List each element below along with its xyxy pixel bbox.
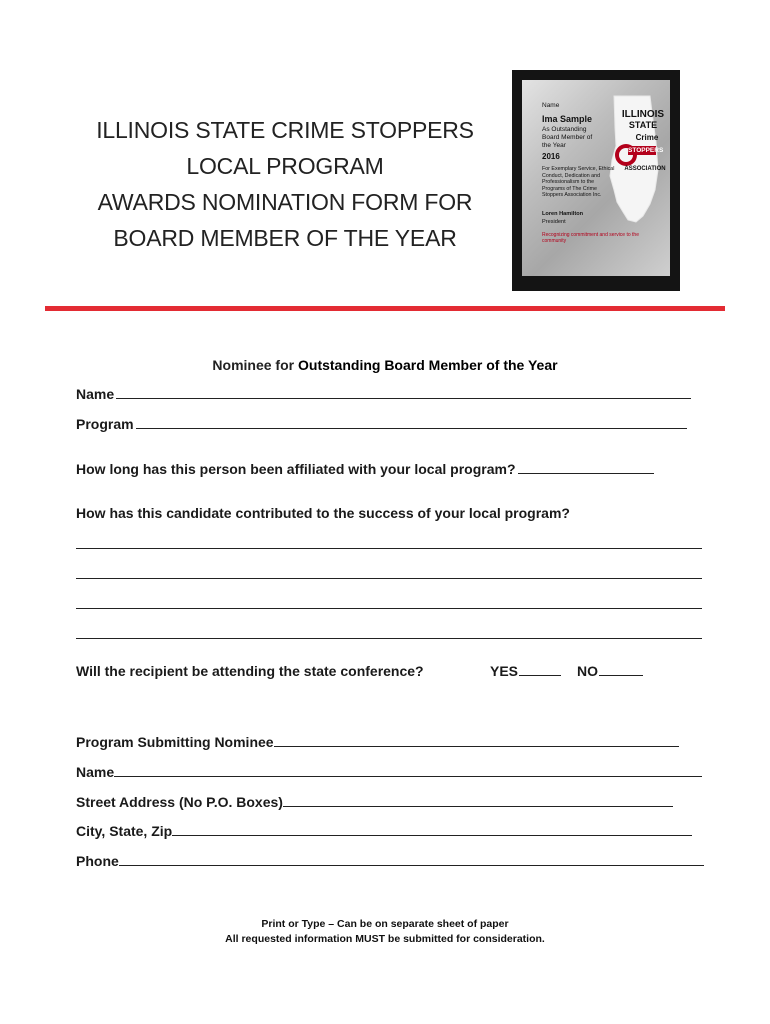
submitter-street-label: Street Address (No P.O. Boxes) [76, 794, 283, 810]
submitter-phone-label: Phone [76, 853, 119, 869]
contribution-line-4[interactable] [76, 638, 702, 639]
contribution-row [76, 505, 570, 521]
affiliation-row [76, 461, 654, 477]
nominee-program-field[interactable] [136, 416, 687, 429]
logo-state: STATE [628, 120, 658, 130]
submitter-name-field[interactable] [114, 764, 702, 777]
submitter-phone-field[interactable] [119, 853, 704, 866]
logo-stoppers: STOPPERS [628, 147, 664, 154]
nominee-name-label: Name [76, 386, 115, 402]
no-option [577, 663, 643, 679]
submitter-street-field[interactable] [283, 794, 673, 807]
plaque-description: For Exemplary Service, Ethical Conduct, Dedication and Professionalism to the Programs of The Crime Stoppers Association Inc. [542, 166, 615, 199]
submitter-city-row [76, 823, 692, 839]
submitter-name-label: Name [76, 764, 115, 780]
plaque-signer-title: President [542, 219, 566, 225]
nominee-heading-lead: Nominee for [212, 357, 298, 373]
no-field[interactable] [599, 663, 643, 676]
title-line-1: ILLINOIS STATE CRIME STOPPERS [96, 117, 474, 143]
logo-association: ASSOCIATION [624, 166, 666, 172]
plaque-face [522, 80, 670, 276]
submitter-city-label: City, State, Zip [76, 823, 173, 839]
title-line-3: AWARDS NOMINATION FORM FOR [97, 189, 473, 215]
logo-illinois: ILLINOIS [621, 109, 665, 120]
plaque-year: 2016 [542, 152, 560, 161]
plaque-top-text: Name [542, 102, 560, 109]
award-plaque-image [512, 70, 680, 291]
plaque-award: As Outstanding Board Member of the Year [542, 126, 593, 149]
footer-note-1: Print or Type – Can be on separate sheet of paper [261, 918, 509, 930]
nominee-heading [0, 357, 770, 373]
submitter-program-row [76, 734, 679, 750]
contribution-line-3[interactable] [76, 608, 702, 609]
affiliation-field[interactable] [518, 461, 654, 474]
nominee-program-label: Program [76, 416, 134, 432]
title-line-2: LOCAL PROGRAM [186, 153, 384, 179]
plaque-footer-text: Recognizing commitment and service to the community [542, 232, 639, 244]
contribution-question: How has this candidate contributed to the success of your local program? [76, 505, 570, 521]
contribution-line-1[interactable] [76, 548, 702, 549]
yes-label: YES [490, 663, 519, 679]
submitter-phone-row [76, 853, 704, 869]
submitter-city-field[interactable] [172, 823, 692, 836]
submitter-program-field[interactable] [274, 734, 679, 747]
affiliation-question: How long has this person been affiliated with your local program? [76, 461, 516, 477]
yes-option [490, 663, 561, 679]
nominee-name-row [76, 386, 691, 402]
red-divider [45, 306, 725, 311]
logo-crime: Crime [635, 133, 659, 142]
plaque-signer-name: Loren Hamilton [542, 211, 584, 217]
nominee-heading-emphasis: Outstanding Board Member of the Year [298, 357, 558, 373]
attending-question: Will the recipient be attending the state conference? [76, 663, 424, 679]
nominee-program-row [76, 416, 687, 432]
title-line-4: BOARD MEMBER OF THE YEAR [113, 225, 457, 251]
plaque-honoree: Ima Sample [542, 114, 593, 124]
yes-field[interactable] [519, 663, 561, 676]
attending-row [76, 663, 424, 679]
nominee-name-field[interactable] [116, 386, 691, 399]
submitter-name-row [76, 764, 702, 780]
submitter-street-row [76, 794, 673, 810]
footer-note-2: All requested information MUST be submitted for consideration. [225, 933, 545, 945]
contribution-line-2[interactable] [76, 578, 702, 579]
form-title [60, 112, 510, 256]
submitter-program-label: Program Submitting Nominee [76, 734, 274, 750]
no-label: NO [577, 663, 598, 679]
